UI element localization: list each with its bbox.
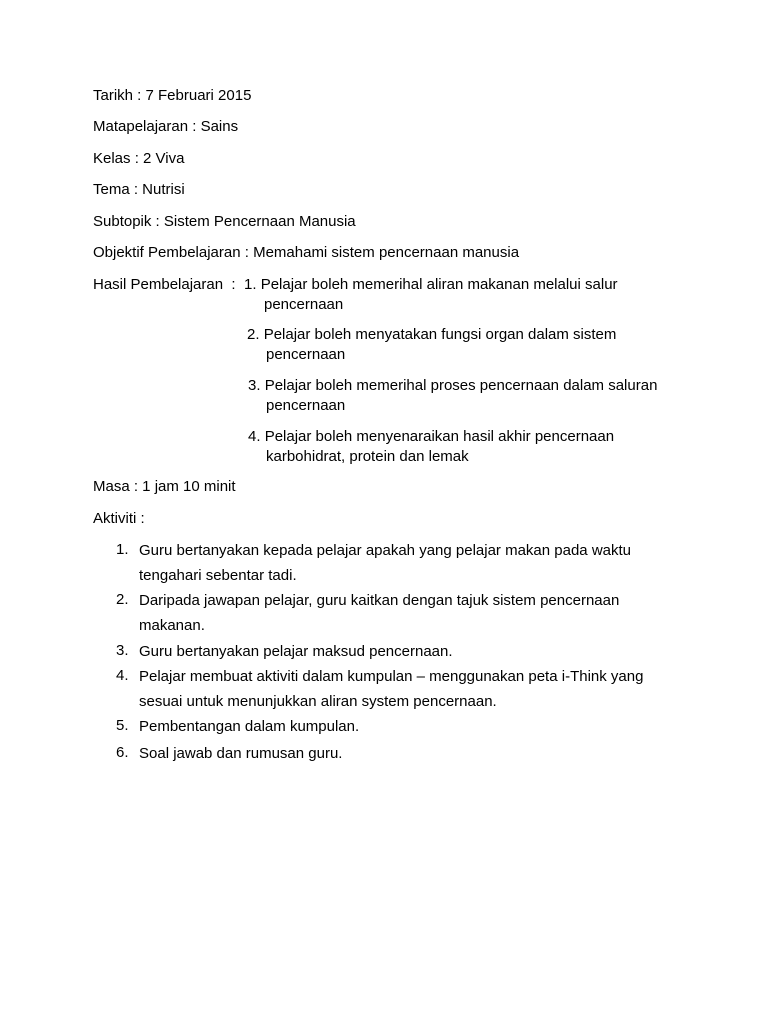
aktiviti-item-number: 1. (116, 541, 129, 558)
aktiviti-item-6 (139, 741, 342, 766)
aktiviti-item-text: Guru bertanyakan pelajar maksud pencernaan. (139, 643, 453, 660)
tema-line: Tema : Nutrisi (93, 181, 185, 198)
aktiviti-item-text: Daripada jawapan pelajar, guru kaitkan dengan tajuk sistem pencernaan (139, 592, 620, 609)
aktiviti-item-5 (139, 714, 359, 739)
hasil-item-number: 2. (247, 326, 260, 343)
hasil-item-text: Pelajar boleh menyatakan fungsi organ dalam sistem (263, 326, 617, 343)
aktiviti-item-4 (139, 664, 643, 714)
hasil-item-text: Pelajar boleh memerihal proses pencernaan dalam saluran (264, 377, 658, 394)
hasil-item-continuation: karbohidrat, protein dan lemak (266, 448, 469, 465)
aktiviti-item-text: Guru bertanyakan kepada pelajar apakah yang pelajar makan pada waktu (139, 542, 631, 559)
hasil-item-2 (247, 325, 616, 365)
hasil-item-text: Pelajar boleh memerihal aliran makanan melalui salur (260, 276, 618, 293)
masa-line: Masa : 1 jam 10 minit (93, 478, 236, 495)
hasil-item-number: 3. (248, 377, 261, 394)
hasil-item-3 (248, 376, 657, 416)
hasil-item-number: 4. (248, 428, 261, 445)
hasil-pembelajaran-label: Hasil Pembelajaran : (93, 276, 236, 293)
aktiviti-item-number: 6. (116, 744, 129, 761)
aktiviti-item-3 (139, 639, 453, 664)
aktiviti-item-text: Pembentangan dalam kumpulan. (139, 718, 360, 735)
aktiviti-item-2 (139, 588, 619, 638)
aktiviti-item-number: 4. (116, 667, 129, 684)
aktiviti-item-continuation: sesuai untuk menunjukkan aliran system pencernaan. (139, 693, 497, 710)
objektif-line: Objektif Pembelajaran : Memahami sistem pencernaan manusia (93, 244, 520, 261)
hasil-item-continuation: pencernaan (266, 346, 346, 363)
hasil-item-1 (244, 275, 618, 315)
aktiviti-label: Aktiviti : (93, 510, 145, 527)
kelas-line: Kelas : 2 Viva (93, 150, 185, 167)
aktiviti-item-number: 5. (116, 717, 129, 734)
hasil-item-4 (248, 427, 614, 467)
tarikh-line: Tarikh : 7 Februari 2015 (93, 87, 252, 104)
hasil-item-text: Pelajar boleh menyenaraikan hasil akhir pencernaan (264, 428, 615, 445)
aktiviti-item-continuation: tengahari sebentar tadi. (139, 567, 297, 584)
aktiviti-item-continuation: makanan. (139, 617, 205, 634)
aktiviti-item-text: Soal jawab dan rumusan guru. (139, 745, 343, 762)
hasil-item-continuation: pencernaan (266, 397, 346, 414)
aktiviti-item-text: Pelajar membuat aktiviti dalam kumpulan – menggunakan peta i-Think yang (139, 668, 644, 685)
subtopik-line: Subtopik : Sistem Pencernaan Manusia (93, 213, 356, 230)
matapelajaran-line: Matapelajaran : Sains (93, 118, 239, 135)
aktiviti-item-number: 2. (116, 591, 129, 608)
aktiviti-item-1 (139, 538, 631, 588)
hasil-item-continuation: pencernaan (264, 296, 344, 313)
hasil-item-number: 1. (244, 276, 257, 293)
aktiviti-item-number: 3. (116, 642, 129, 659)
